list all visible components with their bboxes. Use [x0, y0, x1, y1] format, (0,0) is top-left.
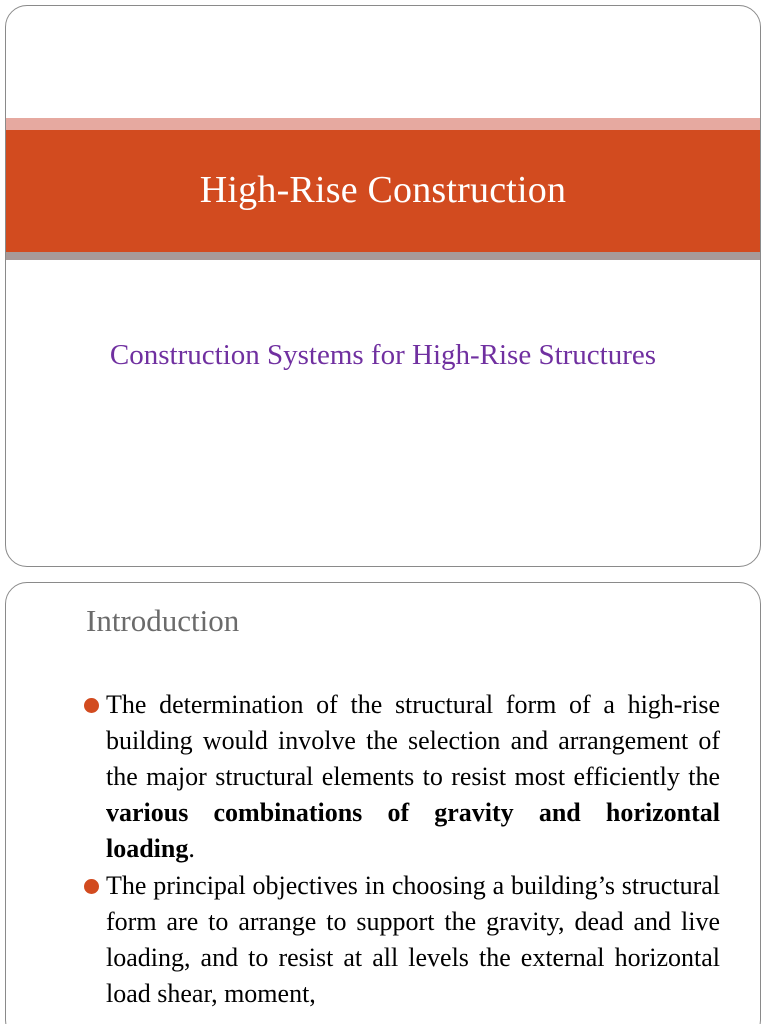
- bullet-dot-icon: [84, 698, 99, 713]
- title-slide: [5, 5, 761, 567]
- slide-subtitle: Construction Systems for High-Rise Structures: [109, 339, 657, 371]
- bullet-text: The principal objectives in choosing a building’s structural form are to arrange to support the gravity, dead and live loading, and to resist at all levels the external horizontal load shear, moment,: [106, 871, 720, 1008]
- bullet-item: [84, 868, 720, 1012]
- bullet-bold-text: various combinations of gravity and horizontal loading: [106, 798, 720, 863]
- bullet-item: [84, 687, 720, 867]
- slide-title: High-Rise Construction: [199, 169, 567, 211]
- bullet-text-end: .: [188, 834, 195, 863]
- introduction-slide: [5, 582, 761, 1024]
- bullet-text: The determination of the structural form of a high-rise building would involve the selection and arrangement of the major structural elements to resist most efficiently the: [106, 690, 720, 791]
- title-shadow-band: [6, 252, 760, 260]
- section-heading: Introduction: [86, 603, 240, 638]
- bullet-dot-icon: [84, 879, 99, 894]
- title-band: [6, 130, 760, 252]
- bullet-list: [84, 687, 720, 1013]
- title-accent-band: [6, 118, 760, 130]
